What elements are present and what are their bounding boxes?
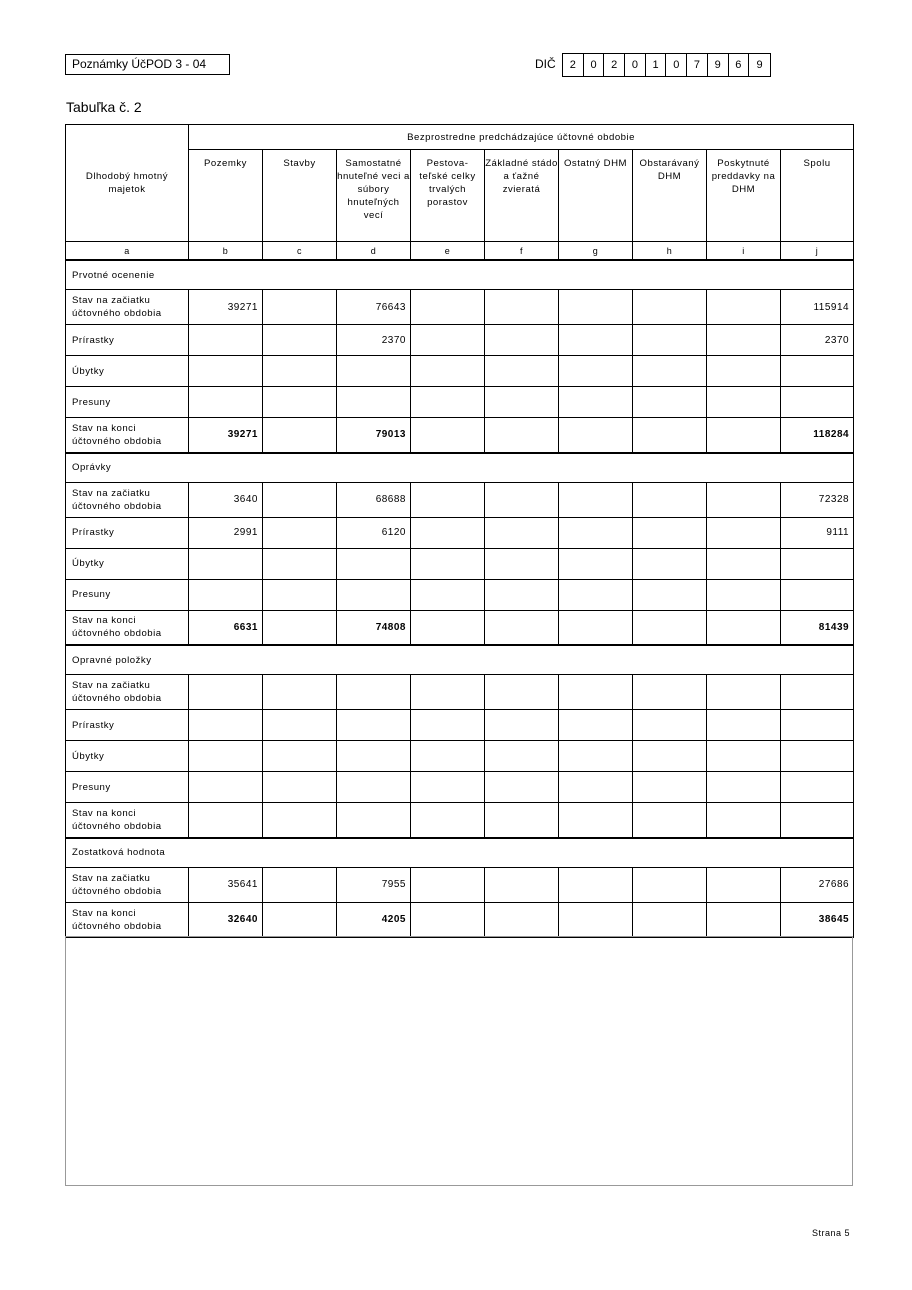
row-label: Stav na začiatku účtovného obdobia — [66, 482, 189, 517]
value-cell — [559, 610, 633, 645]
column-letter: b — [189, 242, 263, 261]
value-cell — [707, 867, 781, 902]
value-cell — [485, 517, 559, 548]
value-cell — [263, 772, 337, 803]
table-row — [66, 710, 854, 741]
value-cell — [263, 290, 337, 325]
column-letter: a — [66, 242, 189, 261]
value-cell — [633, 325, 707, 356]
section-title: Prvotné ocenenie — [66, 260, 854, 290]
value-cell — [411, 902, 485, 937]
value-cell — [781, 675, 854, 710]
value-cell — [559, 675, 633, 710]
value-cell: 39271 — [189, 290, 263, 325]
value-cell — [633, 772, 707, 803]
value-cell — [263, 356, 337, 387]
column-letter: d — [337, 242, 411, 261]
value-cell — [707, 710, 781, 741]
row-label: Prírastky — [66, 517, 189, 548]
value-cell — [559, 902, 633, 937]
row-label: Stav na konci účtovného obdobia — [66, 610, 189, 645]
value-cell — [707, 675, 781, 710]
value-cell — [559, 867, 633, 902]
value-cell — [633, 290, 707, 325]
value-cell — [707, 482, 781, 517]
value-cell — [263, 610, 337, 645]
value-cell — [633, 418, 707, 453]
table-row — [66, 517, 854, 548]
value-cell — [189, 710, 263, 741]
row-label: Prírastky — [66, 325, 189, 356]
value-cell — [263, 418, 337, 453]
column-letter: i — [707, 242, 781, 261]
column-header: Obstarávaný DHM — [633, 150, 707, 242]
value-cell — [707, 610, 781, 645]
value-cell — [263, 548, 337, 579]
value-cell — [485, 548, 559, 579]
value-cell — [559, 710, 633, 741]
row-label: Stav na konci účtovného obdobia — [66, 902, 189, 937]
value-cell — [781, 741, 854, 772]
table-row — [66, 772, 854, 803]
value-cell — [559, 482, 633, 517]
table-title: Tabuľka č. 2 — [66, 99, 142, 115]
value-cell — [263, 867, 337, 902]
value-cell: 74808 — [337, 610, 411, 645]
value-cell — [707, 325, 781, 356]
value-cell — [633, 867, 707, 902]
dic-digit: 0 — [625, 54, 646, 76]
value-cell — [707, 803, 781, 838]
table-row — [66, 867, 854, 902]
value-cell: 68688 — [337, 482, 411, 517]
value-cell — [485, 387, 559, 418]
value-cell — [781, 356, 854, 387]
row-label: Presuny — [66, 579, 189, 610]
value-cell — [485, 418, 559, 453]
dic-digit: 6 — [729, 54, 750, 76]
value-cell: 6120 — [337, 517, 411, 548]
value-cell — [559, 803, 633, 838]
value-cell — [411, 356, 485, 387]
column-header: Stavby — [263, 150, 337, 242]
section-title: Opravné položky — [66, 645, 854, 675]
value-cell — [189, 772, 263, 803]
value-cell — [189, 741, 263, 772]
dic-label: DIČ — [535, 57, 556, 71]
value-cell — [411, 610, 485, 645]
value-cell — [485, 325, 559, 356]
value-cell — [633, 517, 707, 548]
value-cell — [485, 867, 559, 902]
value-cell: 115914 — [781, 290, 854, 325]
value-cell — [189, 387, 263, 418]
column-header: Poskytnuté preddavky na DHM — [707, 150, 781, 242]
table-row — [66, 675, 854, 710]
value-cell — [707, 579, 781, 610]
value-cell — [633, 387, 707, 418]
row-header-cell: Dlhodobý hmotný majetok — [66, 125, 189, 242]
value-cell: 4205 — [337, 902, 411, 937]
value-cell — [337, 803, 411, 838]
table-row — [66, 290, 854, 325]
table-row — [66, 482, 854, 517]
value-cell — [337, 741, 411, 772]
row-label: Stav na začiatku účtovného obdobia — [66, 675, 189, 710]
value-cell — [707, 356, 781, 387]
value-cell — [633, 610, 707, 645]
value-cell — [707, 741, 781, 772]
value-cell — [411, 579, 485, 610]
value-cell — [633, 548, 707, 579]
value-cell — [263, 517, 337, 548]
value-cell — [411, 772, 485, 803]
value-cell — [559, 387, 633, 418]
table-row — [66, 548, 854, 579]
value-cell — [411, 517, 485, 548]
value-cell — [781, 387, 854, 418]
dic-digit: 0 — [584, 54, 605, 76]
value-cell — [337, 387, 411, 418]
row-label: Prírastky — [66, 710, 189, 741]
dic-digits-box — [562, 53, 771, 77]
value-cell — [485, 772, 559, 803]
value-cell — [707, 772, 781, 803]
value-cell — [633, 579, 707, 610]
value-cell — [263, 803, 337, 838]
form-id-box: Poznámky ÚčPOD 3 - 04 — [65, 54, 230, 75]
value-cell — [411, 803, 485, 838]
value-cell — [485, 290, 559, 325]
value-cell — [781, 579, 854, 610]
row-label: Stav na konci účtovného obdobia — [66, 418, 189, 453]
row-label: Úbytky — [66, 741, 189, 772]
value-cell — [189, 579, 263, 610]
value-cell — [707, 290, 781, 325]
value-cell — [633, 803, 707, 838]
value-cell: 7955 — [337, 867, 411, 902]
column-letter: c — [263, 242, 337, 261]
value-cell — [337, 579, 411, 610]
value-cell — [485, 356, 559, 387]
value-cell — [263, 710, 337, 741]
table-row — [66, 387, 854, 418]
value-cell — [559, 741, 633, 772]
table-row — [66, 325, 854, 356]
section-title: Oprávky — [66, 453, 854, 483]
value-cell — [189, 675, 263, 710]
table-row — [66, 741, 854, 772]
value-cell — [485, 675, 559, 710]
value-cell: 39271 — [189, 418, 263, 453]
value-cell — [263, 902, 337, 937]
value-cell — [781, 772, 854, 803]
value-cell — [189, 356, 263, 387]
dic-digit: 2 — [563, 54, 584, 76]
value-cell: 72328 — [781, 482, 854, 517]
value-cell — [485, 803, 559, 838]
value-cell — [263, 579, 337, 610]
value-cell — [263, 387, 337, 418]
value-cell — [411, 418, 485, 453]
row-label: Úbytky — [66, 548, 189, 579]
value-cell — [411, 867, 485, 902]
value-cell — [559, 579, 633, 610]
value-cell — [485, 579, 559, 610]
value-cell: 32640 — [189, 902, 263, 937]
value-cell: 76643 — [337, 290, 411, 325]
table-row — [66, 579, 854, 610]
row-label: Stav na konci účtovného obdobia — [66, 803, 189, 838]
value-cell: 2370 — [781, 325, 854, 356]
value-cell — [559, 290, 633, 325]
table-row — [66, 418, 854, 453]
value-cell — [337, 356, 411, 387]
value-cell — [707, 517, 781, 548]
value-cell — [189, 803, 263, 838]
value-cell — [633, 741, 707, 772]
value-cell — [411, 482, 485, 517]
page-number: Strana 5 — [811, 1228, 850, 1238]
value-cell — [485, 710, 559, 741]
dic-digit: 2 — [604, 54, 625, 76]
column-header: Pestova- teľské celky trvalých porastov — [411, 150, 485, 242]
value-cell — [337, 710, 411, 741]
column-header: Ostatný DHM — [559, 150, 633, 242]
row-label: Presuny — [66, 772, 189, 803]
value-cell — [411, 387, 485, 418]
dic-digit: 1 — [646, 54, 667, 76]
value-cell: 2991 — [189, 517, 263, 548]
column-letter: j — [781, 242, 854, 261]
column-letter: e — [411, 242, 485, 261]
value-cell — [337, 772, 411, 803]
value-cell — [411, 710, 485, 741]
value-cell — [781, 803, 854, 838]
dic-digit: 7 — [687, 54, 708, 76]
value-cell: 79013 — [337, 418, 411, 453]
group-header-cell: Bezprostredne predchádzajúce účtovné obdobie — [189, 125, 854, 150]
value-cell — [633, 482, 707, 517]
value-cell — [189, 325, 263, 356]
value-cell — [781, 710, 854, 741]
value-cell — [263, 482, 337, 517]
value-cell — [337, 548, 411, 579]
value-cell — [411, 290, 485, 325]
value-cell — [707, 418, 781, 453]
column-letter: h — [633, 242, 707, 261]
fixed-assets-table — [65, 124, 854, 938]
value-cell — [559, 356, 633, 387]
value-cell — [411, 548, 485, 579]
row-label: Úbytky — [66, 356, 189, 387]
dic-digit: 0 — [666, 54, 687, 76]
value-cell — [559, 517, 633, 548]
value-cell: 38645 — [781, 902, 854, 937]
value-cell — [411, 325, 485, 356]
value-cell — [485, 610, 559, 645]
value-cell: 81439 — [781, 610, 854, 645]
value-cell — [485, 741, 559, 772]
value-cell: 3640 — [189, 482, 263, 517]
value-cell — [263, 675, 337, 710]
value-cell — [337, 675, 411, 710]
value-cell — [559, 325, 633, 356]
notes-box — [65, 936, 853, 1186]
value-cell — [559, 418, 633, 453]
value-cell — [633, 675, 707, 710]
column-header: Pozemky — [189, 150, 263, 242]
value-cell — [411, 741, 485, 772]
row-label: Presuny — [66, 387, 189, 418]
value-cell — [707, 548, 781, 579]
value-cell — [263, 741, 337, 772]
value-cell — [707, 902, 781, 937]
value-cell — [559, 548, 633, 579]
value-cell — [263, 325, 337, 356]
dic-digit: 9 — [708, 54, 729, 76]
value-cell — [411, 675, 485, 710]
value-cell: 9111 — [781, 517, 854, 548]
row-label: Stav na začiatku účtovného obdobia — [66, 290, 189, 325]
table-row — [66, 356, 854, 387]
column-header: Základné stádo a ťažné zvieratá — [485, 150, 559, 242]
value-cell — [485, 902, 559, 937]
value-cell — [707, 387, 781, 418]
column-letter: f — [485, 242, 559, 261]
value-cell — [633, 356, 707, 387]
value-cell: 2370 — [337, 325, 411, 356]
value-cell: 27686 — [781, 867, 854, 902]
section-title: Zostatková hodnota — [66, 838, 854, 868]
value-cell — [633, 902, 707, 937]
table-row — [66, 610, 854, 645]
value-cell — [485, 482, 559, 517]
value-cell: 118284 — [781, 418, 854, 453]
value-cell — [781, 548, 854, 579]
table-row — [66, 902, 854, 937]
table-row — [66, 803, 854, 838]
column-header: Spolu — [781, 150, 854, 242]
value-cell: 35641 — [189, 867, 263, 902]
row-label: Stav na začiatku účtovného obdobia — [66, 867, 189, 902]
value-cell — [633, 710, 707, 741]
column-letter: g — [559, 242, 633, 261]
value-cell — [189, 548, 263, 579]
value-cell — [559, 772, 633, 803]
dic-digit: 9 — [756, 59, 763, 71]
column-header: Samostatné hnuteľné veci a súbory hnuteľných vecí — [337, 150, 411, 242]
value-cell: 6631 — [189, 610, 263, 645]
